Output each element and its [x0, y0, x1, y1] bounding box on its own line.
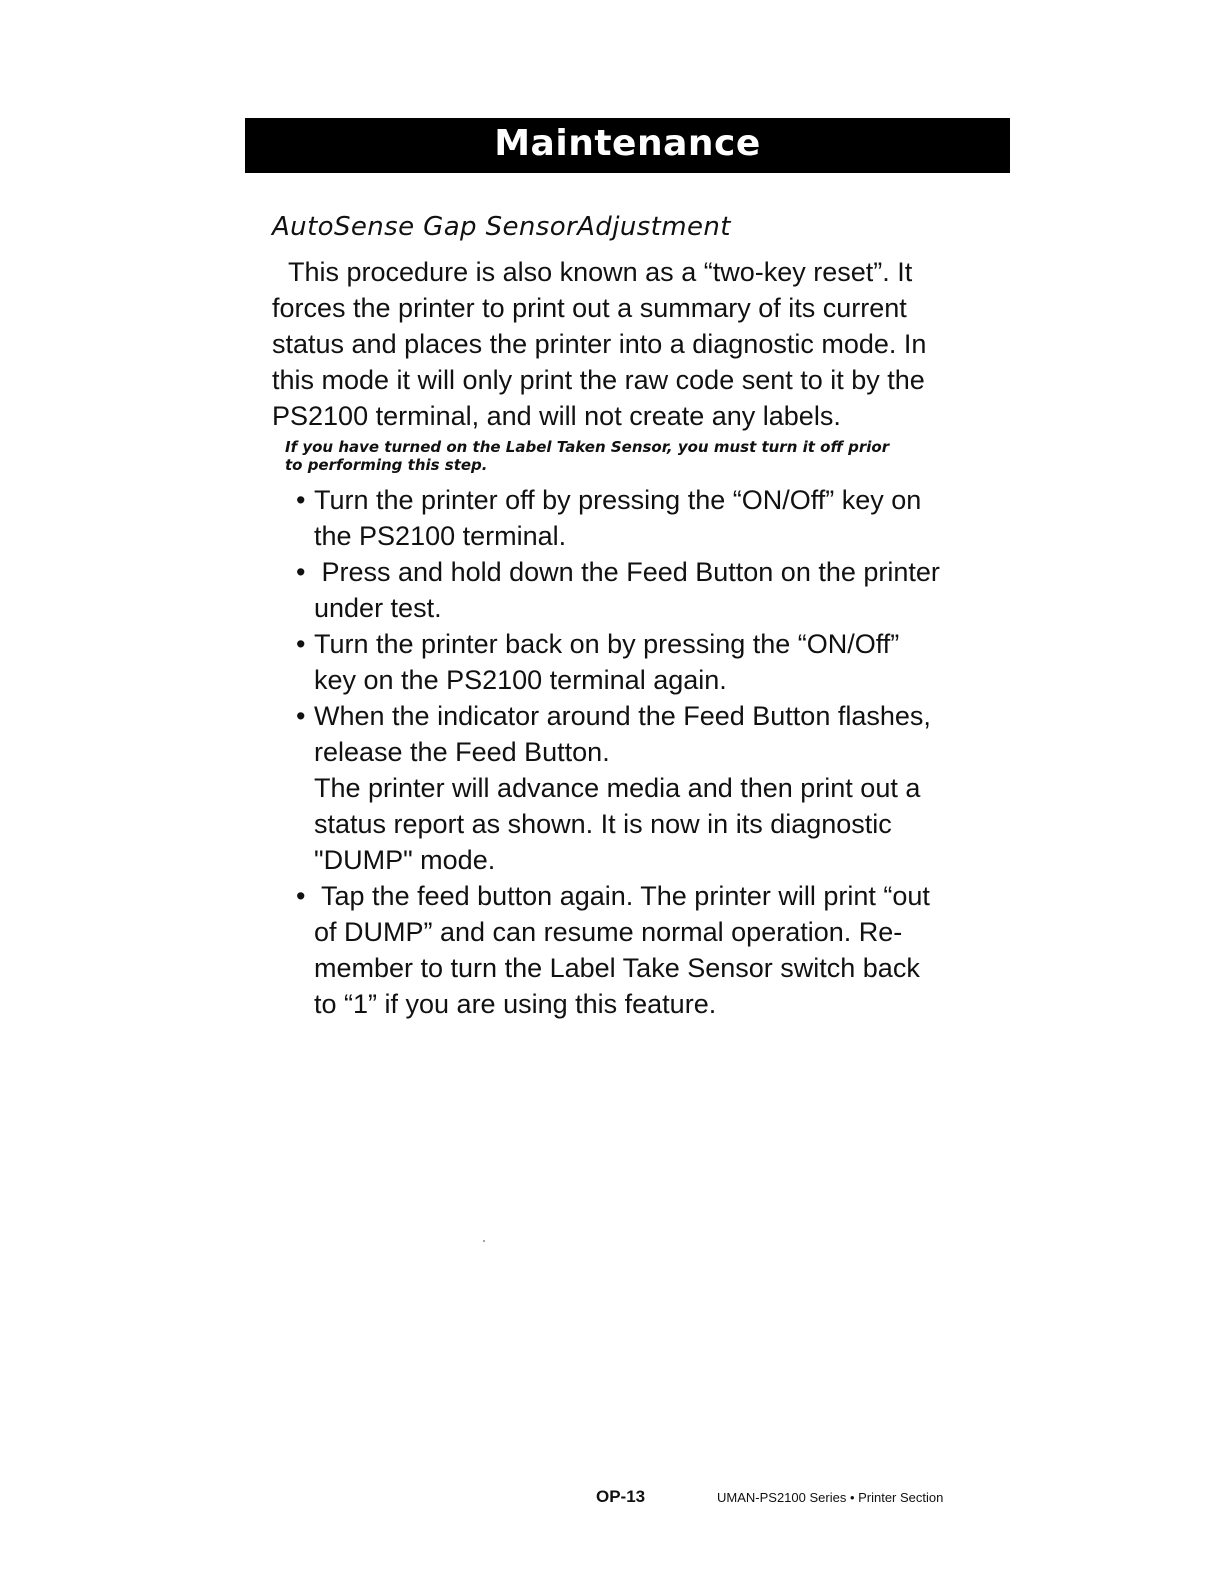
step-line: Tap the feed button again. The printer will print “out: [314, 881, 930, 911]
step-text: [314, 554, 1012, 626]
note-line: If you have turned on the Label Taken Sensor, you must turn it off prior: [285, 438, 890, 456]
step-line: to “1” if you are using this feature.: [314, 989, 717, 1019]
intro-line: forces the printer to print out a summary of its current: [272, 293, 907, 323]
bullet-icon: •: [296, 701, 306, 731]
step-continuation-line: "DUMP" mode.: [314, 845, 496, 875]
step-text: [314, 482, 1012, 554]
step-line: When the indicator around the Feed Button flashes,: [314, 701, 931, 731]
step-text: [314, 626, 1012, 698]
step-item: [296, 878, 1012, 1022]
intro-line: this mode it will only print the raw code sent to it by the: [272, 365, 925, 395]
step-item: [296, 626, 1012, 698]
step-line: release the Feed Button.: [314, 737, 610, 767]
step-line: member to turn the Label Take Sensor switch back: [314, 953, 920, 983]
step-line: Press and hold down the Feed Button on the printer: [314, 557, 940, 587]
step-item: [296, 698, 1012, 878]
page-number: OP-13: [596, 1487, 646, 1506]
step-line: under test.: [314, 593, 442, 623]
intro-line: status and places the printer into a diagnostic mode. In: [272, 329, 927, 359]
intro-paragraph: [272, 254, 1012, 434]
intro-line: PS2100 terminal, and will not create any labels.: [272, 401, 841, 431]
section-title: AutoSense Gap SensorAdjustment: [272, 212, 731, 242]
step-line: of DUMP” and can resume normal operation. Re-: [314, 917, 903, 947]
step-item: [296, 482, 1012, 554]
intro-line: This procedure is also known as a “two-key reset”. It: [288, 257, 913, 287]
bullet-icon: •: [296, 557, 306, 587]
step-continuation-line: status report as shown. It is now in its diagnostic: [314, 809, 892, 839]
bullet-icon: •: [296, 485, 306, 515]
warning-note: [285, 438, 1005, 474]
procedure-steps: [296, 482, 1012, 1022]
note-line: to performing this step.: [285, 456, 488, 474]
step-line: the PS2100 terminal.: [314, 521, 567, 551]
bullet-icon: •: [296, 629, 306, 659]
step-continuation-line: The printer will advance media and then print out a: [314, 773, 921, 803]
step-line: Turn the printer off by pressing the “ON/Off” key on: [314, 485, 922, 515]
step-line: key on the PS2100 terminal again.: [314, 665, 727, 695]
step-item: [296, 554, 1012, 626]
section-header-bar: [245, 118, 1010, 173]
bullet-icon: •: [296, 881, 306, 911]
step-text: [314, 698, 1012, 878]
document-footer: UMAN-PS2100 Series • Printer Section: [717, 1490, 944, 1505]
header-title: Maintenance: [494, 122, 761, 164]
step-text: [314, 878, 1012, 1022]
scan-speck: [483, 1240, 485, 1242]
step-line: Turn the printer back on by pressing the “ON/Off”: [314, 629, 900, 659]
